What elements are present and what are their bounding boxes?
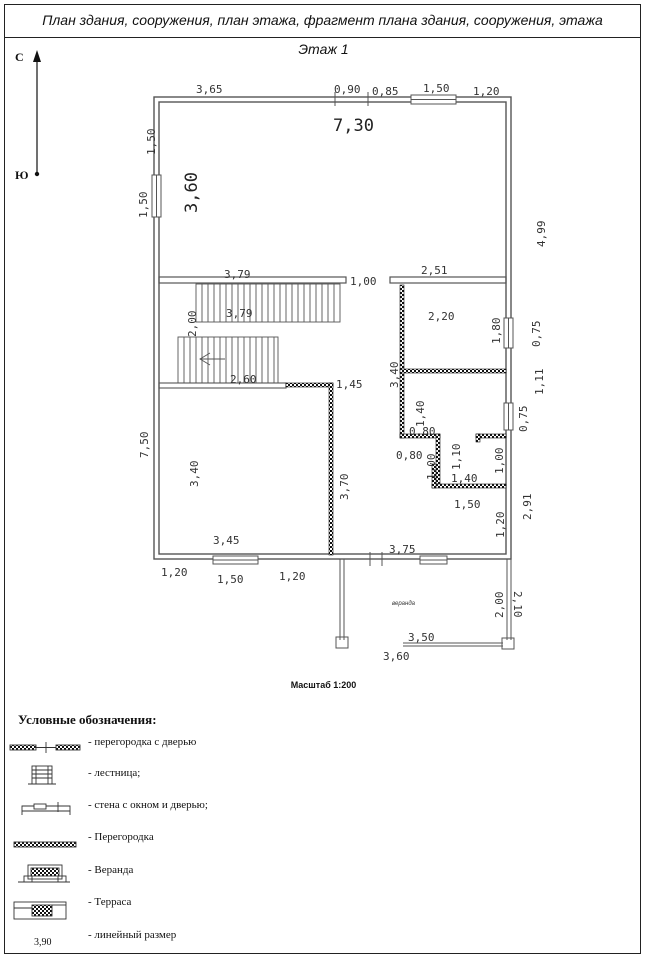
legend-title: Условные обозначения: [18,712,157,727]
legend-symbol-veranda [18,865,70,882]
dim-top-120: 1,20 [473,85,500,98]
dim-top-090: 0,90 [334,83,361,96]
wall-segment-right [390,277,506,283]
dim-room-220: 2,20 [428,310,455,323]
dim-left-750: 7,50 [138,431,151,458]
partition-100-top [476,434,506,438]
dim-part-140-v: 1,40 [414,400,427,427]
floor-title: Этаж 1 [298,41,349,57]
legend-label-linear-dimension: - линейный размер [88,929,177,941]
veranda-post-right [502,638,514,649]
dim-right-291: 2,91 [521,493,534,520]
dim-win-111: 1,11 [533,368,546,395]
legend-sample-dimension: 3,90 [34,937,52,948]
legend-symbols [10,742,80,919]
dim-room1-width: 3,60 [182,172,202,213]
dim-part-080-a: 0,80 [409,425,436,438]
dim-veranda-210: 2,10 [511,591,524,618]
dim-stair-379-top: 3,79 [224,268,251,281]
dim-door-100: 1,00 [350,275,377,288]
partition-lower-left-room [329,383,333,555]
dim-part-100-w: 1,00 [493,447,506,474]
dim-bot-120-right: 1,20 [279,570,306,583]
legend-label-stairs: - лестница; [88,767,141,779]
legend-label-partition-door: - перегородка с дверью [88,736,197,748]
dim-win-075-bot: 0,75 [517,405,530,432]
dim-part-150: 1,50 [454,498,481,511]
legend-symbol-partition-door [10,742,80,753]
dim-left-150-mid: 1,50 [137,191,150,218]
dim-top-150: 1,50 [423,82,450,95]
partition-100-jamb [476,434,480,442]
south-point-icon [35,172,39,176]
dim-stair-379-in: 3,79 [226,307,253,320]
dim-part-080-b: 0,80 [396,449,423,462]
dim-room-370: 3,70 [338,473,351,500]
dim-veranda-200: 2,00 [493,591,506,618]
dim-bot-375: 3,75 [389,543,416,556]
dim-stair-260: 2,60 [230,373,257,386]
interior-wall-horizontal [159,277,506,283]
legend-label-terrace: - Терраса [88,896,132,908]
wall-stair-bottom [159,383,286,388]
dim-bot-345: 3,45 [213,534,240,547]
veranda-label: веранда [392,601,415,607]
dim-room-251: 2,51 [421,264,448,277]
legend-symbol-partition [14,842,76,847]
dim-right-499: 4,99 [535,220,548,247]
staircase [178,284,340,383]
dim-right-120: 1,20 [494,511,507,538]
legend-symbol-wall-window-door [22,802,70,815]
dim-bot-120-left: 1,20 [161,566,188,579]
compass [15,50,41,182]
stair-steps-upper [202,284,334,322]
stair-steps-lower [184,337,274,383]
compass-north-label: С [15,50,24,64]
dim-veranda-360: 3,60 [383,650,410,663]
partitions [286,285,506,555]
legend-label-veranda: - Веранда [88,864,134,876]
legend-symbol-terrace [14,902,66,919]
stair-flight-lower [178,337,278,383]
dim-left-150-top: 1,50 [145,128,158,155]
north-arrow-icon [33,50,41,62]
dim-bot-150: 1,50 [217,573,244,586]
page-title: План здания, сооружения, план этажа, фрагмент плана здания, сооружения, этажа [42,12,603,28]
wall-segment-left [159,277,346,283]
dim-part-140-h: 1,40 [451,472,478,485]
dim-part-145: 1,45 [336,378,363,391]
dim-room1-length: 7,30 [333,116,374,136]
partition-stair-top [286,383,333,387]
interior-wall-stair-room [159,383,286,388]
dim-win-075-top: 0,75 [530,320,543,347]
dim-part-340: 3,40 [388,361,401,388]
dim-top-085: 0,85 [372,85,399,98]
legend-symbol-stairs [28,766,56,784]
legend-label-wall-window-door: - стена с окном и дверью; [88,799,208,811]
dim-part-110: 1,10 [450,443,463,470]
veranda-post-left [336,637,348,648]
dim-win-180: 1,80 [490,317,503,344]
dim-top-left: 3,65 [196,83,223,96]
dim-veranda-350: 3,50 [408,631,435,644]
partition-corridor-right [400,285,404,438]
legend-label-partition: - Перегородка [88,831,154,843]
dim-room-340: 3,40 [188,460,201,487]
dim-stair-200: 2,00 [186,310,199,337]
compass-south-label: Ю [15,168,29,182]
dim-part-100-v: 1,00 [425,453,438,480]
scale-label: Масштаб 1:200 [290,680,357,690]
partition-room-220-bottom [400,369,506,373]
